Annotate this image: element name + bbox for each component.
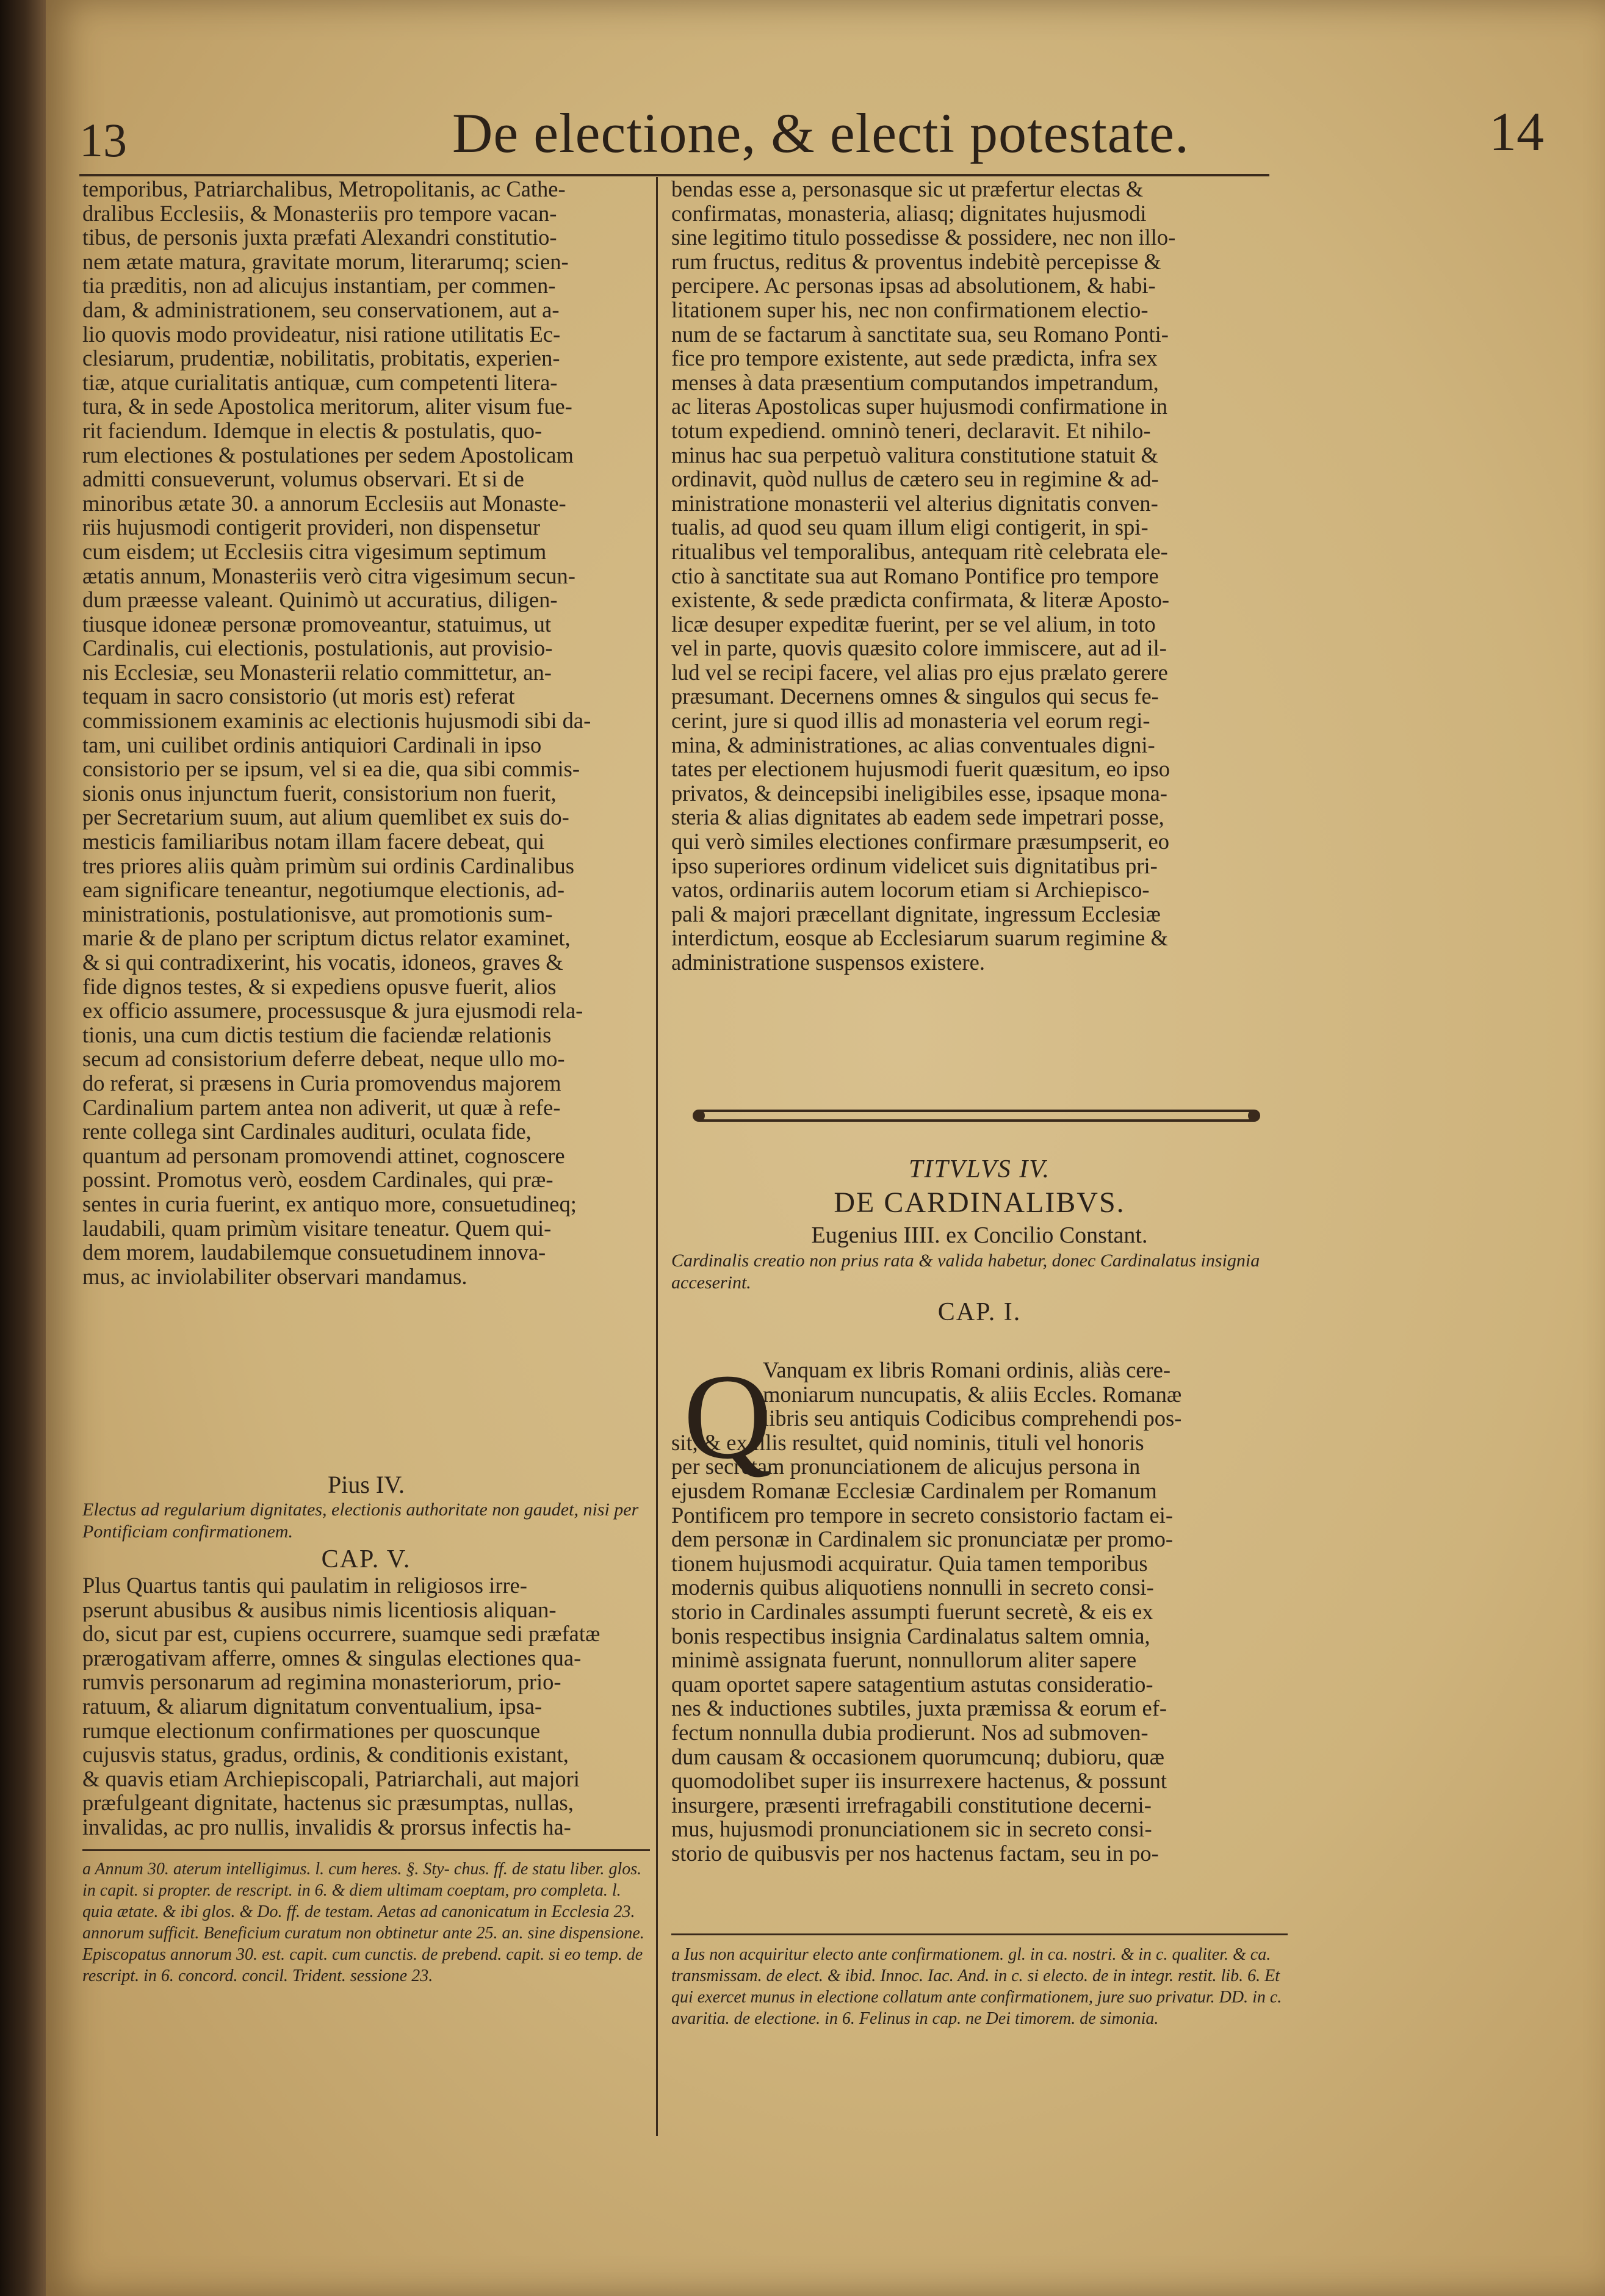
text-line: ac literas Apostolicas super hujusmodi confirmatione in [671,394,1167,419]
text-line: sit, & ex illis resultet, quid nominis, tituli vel honoris [671,1430,1144,1455]
text-line: nes & inductiones subtiles, juxta præmissa & eorum ef- [671,1696,1167,1720]
text-line: confirmatas, monasteria, aliasq; dignitates hujusmodi [671,201,1147,226]
pius-heading: Pius IV. [328,1471,405,1498]
book-page [46,0,1605,2296]
text-line: minimè assignata fuerunt, nonnullorum aliter sapere [671,1648,1137,1672]
text-line: tia præditis, non ad alicujus instantiam, per commen- [82,273,556,298]
text-line: quomodolibet super iis insurrexere hactenus, & possunt [671,1769,1167,1793]
text-line: præfulgeant dignitate, hactenus sic præsumptas, nullas, [82,1791,574,1815]
text-line: moniarum nuncupatis, & aliis Eccles. Romanæ [763,1382,1182,1407]
text-line: rumvis personarum ad regimina monasteriorum, prio- [82,1670,561,1694]
right-column [671,177,1288,975]
text-line: riis hujusmodi contigerit provideri, non dispensetur [82,515,541,540]
text-line: vel in parte, quovis quæsito colore immiscere, aut ad il- [671,636,1167,660]
text-line: tura, & in sede Apostolica meritorum, aliter visum fue- [82,394,572,419]
text-line: commissionem examinis ac electionis hujusmodi sibi da- [82,709,591,733]
pius-heading-block [82,1471,650,1576]
text-line: licæ desuper expeditæ fuerint, per se vel alium, in toto [671,612,1156,637]
text-line: rente collega sint Cardinales audituri, oculata fide, [82,1119,532,1144]
text-line: libris seu antiquis Codicibus comprehendi pos- [763,1406,1182,1431]
text-line: clesiarum, prudentiæ, nobilitatis, probitatis, experien- [82,346,560,370]
left-column-cap-v [82,1573,650,1839]
text-line: tates per electionem hujusmodi fuerit quæsitum, eo ipso [671,757,1170,781]
text-line: ex officio assumere, processusque & jura ejusmodi rela- [82,998,583,1023]
drop-cap: Q [683,1349,772,1484]
text-line: ejusdem Romanæ Ecclesiæ Cardinalem per Romanum [671,1478,1157,1503]
text-line: minus hac sua perpetuò valitura constitutione statuit & [671,442,1158,468]
text-line: totum expediend. omninò teneri, declaravit. Et nihilo- [671,418,1151,443]
eugenius-heading: Eugenius IIII. ex Concilio Constant. [811,1222,1148,1248]
titulus-title: DE CARDINALIBVS. [834,1186,1125,1219]
text-line: storio de quibusvis per nos hactenus factam, seu in po- [671,1841,1159,1866]
text-line: marie & de plano per scriptum dictus relator examinet, [82,926,571,950]
text-line: dam, & administrationem, seu conservationem, aut a- [82,297,560,322]
text-line: Cardinalium partem antea non adiverit, ut quæ à refe- [82,1095,561,1120]
text-line: mina, & administrationes, ac alias conventuales digni- [671,732,1155,757]
text-line: ministrationis, postulationisve, aut promotionis sum- [82,901,553,926]
text-line: ctio à sanctitate sua aut Romano Pontifice pro tempore [671,563,1159,588]
right-footnote: a Ius non acquiritur electo ante confirmationem. gl. in ca. nostri. & in c. qualiter. & ca. transmissam. de elect. & ibid. Innoc. Iac. And. in c. si electo. de in integr. restit. lib. 6. Et qui exercet munus in electione collatum ante confirmationem, jure suo privatur. DD. in c. avaritia. de electione. in 6. Felinus in cap. ne Dei timorem. de simonia. [671,1945,1282,2028]
running-header [79,101,1562,171]
text-line: Vanquam ex libris Romani ordinis, aliàs cere- [763,1358,1170,1382]
text-line: mus, hujusmodi pronunciationem sic in secreto consi- [671,1817,1152,1841]
text-line: nem ætate matura, gravitate morum, literarumq; scien- [82,249,569,274]
text-line: bonis respectibus insignia Cardinalatus saltem omnia, [671,1623,1150,1648]
text-line: cum eisdem; ut Ecclesiis citra vigesimum septimum [82,539,547,564]
text-line: tiusque idoneæ personæ promoveantur, statuimus, ut [82,612,551,637]
text-line: dem morem, laudabilemque consuetudinem innova- [82,1240,546,1265]
text-line: Cardinalis, cui electionis, postulationis, aut provisio- [82,636,553,660]
text-line: privatos, & deincepsibi ineligibiles esse, ipsaque mona- [671,781,1167,806]
column-divider [656,177,658,2136]
header-rule [79,174,1269,176]
text-line: administratione suspensos existere. [671,950,985,975]
book-spine [0,0,46,2296]
text-line: ratuum, & aliarum dignitatum conventualium, ipsa- [82,1694,543,1719]
text-line: ritualibus vel temporalibus, antequam ritè celebrata ele- [671,539,1168,564]
left-footnote-rule [82,1849,650,1851]
text-line: prærogativam afferre, omnes & singulas electiones qua- [82,1645,582,1670]
text-line: rumque electionum confirmationes per quoscunque [82,1718,541,1743]
text-line: bendas esse a, personasque sic ut præfertur electas & [671,177,1144,201]
text-line: mus, ac inviolabiliter observari mandamus. [82,1264,467,1289]
text-line: mesticis familiaribus notam illam facere debeat, qui [82,829,545,854]
text-line: tionem hujusmodi acquiratur. Quia tamen temporibus [671,1551,1148,1576]
page-number-right: 14 [1489,102,1544,162]
cap-i-heading: CAP. I. [937,1298,1022,1326]
text-line: per secretam pronunciationem de alicujus persona in [671,1454,1141,1479]
titulus-heading-block [671,1153,1288,1330]
left-column [82,177,650,1288]
text-line: cerint, jure si quod illis ad monasteria vel eorum regi- [671,709,1150,733]
text-line: storio in Cardinales assumpti fuerunt secretè, & eis ex [671,1599,1153,1624]
text-line: & quavis etiam Archiepiscopali, Patriarchali, aut majori [82,1766,580,1791]
text-line: pali & majori præcellant dignitate, ingressum Ecclesiæ [671,901,1161,926]
text-line: laudabili, quam primùm visitare teneatur. Quem qui- [82,1216,552,1241]
text-line: per Secretarium suum, aut alium quemlibet ex suis do- [82,805,569,830]
text-line: temporibus, Patriarchalibus, Metropolitanis, ac Cathe- [82,177,566,201]
text-line: sionis onus injunctum fuerit, consistorium non fuerit, [82,781,557,806]
text-line: menses à data præsentium computandos impetrandum, [671,370,1159,395]
pius-summary: Electus ad regularium dignitates, electionis authoritate non gaudet, nisi per Pontificiam confirmationem. [82,1500,639,1542]
text-line: existente, & sede prædicta confirmata, & literæ Aposto- [671,588,1169,612]
text-line: Pontificem pro tempore in secreto consistorio factam ei- [671,1503,1173,1528]
text-line: sine legitimo titulo possedisse & possidere, nec non illo- [671,225,1176,250]
text-line: ætatis annum, Monasteriis verò citra vigesimum secun- [82,563,575,588]
text-line: tres priores aliis quàm primùm sui ordinis Cardinalibus [82,853,574,878]
text-line: cujusvis status, gradus, ordinis, & conditionis existant, [82,1742,569,1767]
text-line: secum ad consistorium deferre debeat, neque ullo mo- [82,1047,565,1071]
text-line: quantum ad personam promovendi attinet, cognoscere [82,1143,565,1168]
text-line: dum præesse valeant. Quinimò ut accuratius, diligen- [82,588,558,612]
text-line: qui verò similes electiones confirmare præsumpserit, eo [671,829,1169,854]
text-line: do referat, si præsens in Curia promovendus majorem [82,1070,561,1096]
page-title: De electione, & electi potestate. [452,102,1190,164]
text-line: ministratione monasterii vel alterius dignitatis conven- [671,491,1158,516]
text-line: dem personæ in Cardinalem sic pronunciatæ per promo- [671,1527,1174,1551]
text-line: percipere. Ac personas ipsas ad absolutionem, & habi- [671,273,1156,298]
text-line: litationem super his, nec non confirmationem electio- [671,297,1149,322]
text-line: rum fructus, reditus & proventus indebitè percepisse & [671,249,1161,274]
text-line: admitti consueverunt, volumus observari. Et si de [82,467,524,491]
text-line: insurgere, præsenti irrefragabili constitutione decerni- [671,1792,1152,1818]
text-line: do, sicut par est, cupiens occurrere, suamque sedi præfatæ [82,1622,601,1646]
text-line: invalidas, ac pro nullis, invalidis & prorsus infectis ha- [82,1814,571,1839]
text-line: modernis quibus aliquotiens nonnulli in secreto consi- [671,1575,1154,1600]
text-line: & si qui contradixerint, his vocatis, idoneos, graves & [82,950,563,975]
text-line: tionis, una cum dictis testium die faciendæ relationis [82,1022,552,1047]
text-line: tequam in sacro consistorio (ut moris est) referat [82,684,515,709]
text-line: fice pro tempore existente, aut sede prædicta, infra sex [671,346,1158,370]
text-line: lud vel se recipi facere, vel alias pro ejus prælato gerere [671,660,1168,685]
text-line: rum electiones & postulationes per sedem Apostolicam [82,442,574,468]
text-line: tam, uni cuilibet ordinis antiquiori Cardinali in ipso [82,732,542,757]
ornamental-divider [687,1103,1266,1128]
text-line: possint. Promotus verò, eosdem Cardinales, qui præ- [82,1168,554,1192]
text-line: pserunt abusibus & ausibus nimis licentiosis aliquan- [82,1597,557,1622]
text-line: interdictum, eosque ab Ecclesiarum suarum regimine & [671,926,1168,950]
eugenius-summary: Cardinalis creatio non prius rata & valida habetur, donec Cardinalatus insignia acceserint. [671,1251,1260,1293]
text-line: dum causam & occasionem quorumcunq; dubioru, quæ [671,1744,1164,1769]
text-line: num de se factarum à sanctitate sua, seu Romano Ponti- [671,322,1169,347]
text-line: ipso superiores ordinum videlicet suis dignitatibus pri- [671,853,1158,878]
text-line: quam oportet sapere satagentium astutas consideratio- [671,1672,1153,1697]
text-line: lio quovis modo provideatur, nisi ratione utilitatis Ec- [82,322,561,347]
text-line: dralibus Ecclesiis, & Monasteriis pro tempore vacan- [82,201,557,226]
text-line: nis Ecclesiæ, seu Monasterii relatio committetur, an- [82,660,552,685]
text-line: steria & alias dignitates ab eadem sede impetrari posse, [671,805,1164,830]
right-column-cap-i [671,1349,1288,1866]
text-line: Plus Quartus tantis qui paulatim in religiosos irre- [82,1573,527,1598]
text-line: eam significare teneantur, negotiumque electionis, ad- [82,878,565,902]
text-line: consistorio per se ipsum, vel si ea die, qua sibi commis- [82,757,580,781]
text-line: præsumant. Decernens omnes & singulos qui secus fe- [671,684,1159,709]
text-line: fectum nonnulla dubia prodierunt. Nos ad submoven- [671,1720,1149,1745]
text-line: ordinavit, quòd nullus de cætero seu in regimine & ad- [671,467,1159,491]
right-footnote-rule [671,1933,1288,1935]
text-line: rit faciendum. Idemque in electis & postulatis, quo- [82,418,543,443]
cap-v-heading: CAP. V. [321,1545,411,1573]
text-line: tualis, ad quod seu quam illum eligi contigerit, in spi- [671,515,1149,540]
text-line: tiæ, atque curialitatis antiquæ, cum competenti litera- [82,370,558,395]
text-line: vatos, ordinariis autem locorum etiam si Archiepisco- [671,878,1150,902]
text-line: minoribus ætate 30. a annorum Ecclesiis aut Monaste- [82,491,566,516]
page-number-left: 13 [79,114,127,167]
left-footnote: a Annum 30. aterum intelligimus. l. cum heres. §. Sty- chus. ff. de statu liber. glos. in capit. si propter. de rescript. in 6. & diem ultimam coeptam, pro completa. l. quia ætate. & ibi glos. & Do. ff. de testam. Aetas ad canonicatum in Ecclesia 23. annorum sufficit. Beneficium curatum non obtinetur ante 25. an. sine dispensione. Episcopatus annorum 30. est. capit. cum cunctis. de prebend. capit. si eo temp. de rescript. in 6. concord. concil. Trident. sessione 23. [82,1860,644,1985]
text-line: tibus, de personis juxta præfati Alexandri constitutio- [82,225,557,250]
text-line: sentes in curia fuerint, ex antiquo more, consuetudineq; [82,1191,577,1216]
titulus-label: TITVLVS IV. [908,1155,1051,1183]
text-line: fide dignos testes, & si expediens opusve fuerit, alios [82,974,557,999]
